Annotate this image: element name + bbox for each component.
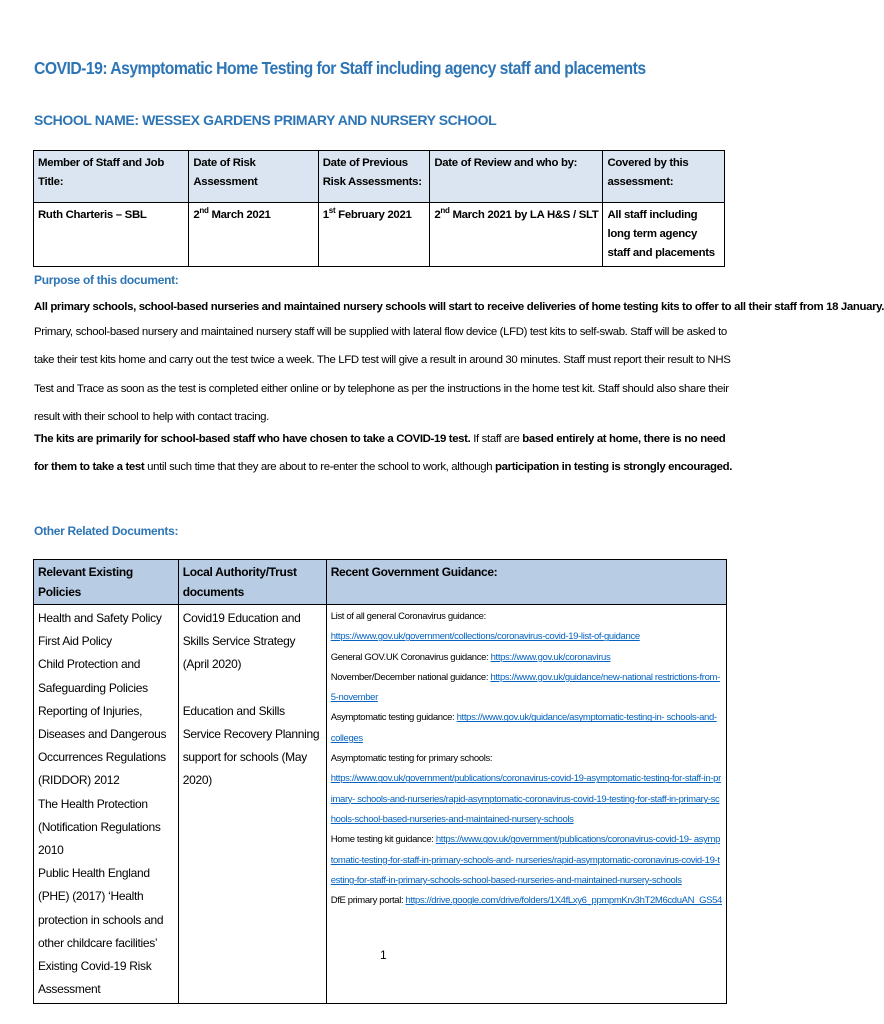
assessment-header-row: [34, 151, 725, 203]
guidance-item: DfE primary portal: https://drive.google.com/drive/folders/1X4fLxy6_ppmpmKrv3hT2M6cduAN_GS54: [330, 895, 722, 907]
cell-member: Ruth Charteris – SBL: [34, 203, 189, 267]
cell-date-previous: 1st February 2021: [318, 203, 430, 267]
guidance-link[interactable]: https://drive.google.com/drive/folders/1X4fLxy6_ppmpmKrv3hT2M6cduAN_GS54: [405, 895, 722, 907]
header-date-review: Date of Review and who by:: [430, 151, 603, 203]
policy-item: Reporting of Injuries, Diseases and Dangerous Occurrences Regulations (RIDDOR) 2012: [38, 703, 167, 788]
page-number: 1: [380, 948, 387, 962]
purpose-heading: Purpose of this document:: [34, 273, 179, 287]
header-member: Member of Staff and Job Title:: [34, 151, 189, 203]
policy-item: Child Protection and Safeguarding Policies: [38, 657, 148, 695]
cell-date-review: 2nd March 2021 by LA H&S / SLT: [430, 203, 603, 267]
assessment-row: [34, 203, 725, 267]
header-policies: Relevant Existing Policies: [34, 560, 179, 605]
guidance-item: Asymptomatic testing guidance: https://www.gov.uk/guidance/asymptomatic-testing-in- schools-and-colleges: [330, 712, 717, 744]
guidance-item: Asymptomatic testing for primary schools: https://www.gov.uk/government/publications/coronavirus-covid-19-asymptomatic-testing-for-staff-in-primary- schools-and-nurseries/rapid-asymptomatic-coronavirus-covid-19-testing-for-staff-in-primary-schools-school-based-nurseries-and-maintained-nursery-schools: [331, 749, 722, 830]
la-docs-cell: [178, 605, 326, 1004]
purpose-bold-line: All primary schools, school-based nurseries and maintained nursery schools will start to receive deliveries of home testing kits to offer to all their staff from 18 January.: [34, 301, 884, 313]
purpose-paragraph: Primary, school-based nursery and maintained nursery staff will be supplied with lateral flow device (LFD) test kits to self-swab. Staff will be asked to take their test kits home and carry out the test twice a week. The LFD test will give a result in around 30 minutes. Staff must report their result to NHS Test and Trace as soon as the test is completed either online or by telephone as per the instructions in the home test kit. Staff should also share their result with their school to help with contact tracing.: [34, 326, 731, 423]
related-header-row: [34, 560, 727, 605]
policy-item: Existing Covid-19 Risk Assessment: [38, 959, 152, 997]
guidance-link[interactable]: https://www.gov.uk/coronavirus: [490, 651, 611, 663]
guidance-item: Home testing kit guidance: https://www.gov.uk/government/publications/coronavirus-covid-19- asymptomatic-testing-for-staff-in-primary-schools-and- nurseries/rapid-asymptomatic-coronavirus-covid-19-testing-for-staff-in-primary-schools-school-based-nurseries-and-maintained-nursery-schools: [330, 834, 721, 886]
guidance-link[interactable]: https://www.gov.uk/guidance/asymptomatic-testing-in- schools-and-colleges: [330, 712, 717, 744]
cell-date-risk: 2nd March 2021: [189, 203, 318, 267]
guidance-item: General GOV.UK Coronavirus guidance: https://www.gov.uk/coronavirus: [330, 651, 611, 663]
header-date-previous: Date of Previous Risk Assessments:: [318, 151, 430, 203]
guidance-link[interactable]: https://www.gov.uk/government/publications/coronavirus-covid-19- asymptomatic-testing-for-staff-in-primary-schools-and- nurseries/rapid-asymptomatic-coronavirus-covid-19-testing-for-staff-in-primary-schools-school-based-nurseries-and-maintained-nursery-schools: [330, 834, 721, 886]
policy-item: Health and Safety Policy: [38, 611, 162, 625]
testing-paragraph: The kits are primarily for school-based staff who have chosen to take a COVID-19 test. If staff are based entirely at home, there is no need for them to take a test until such time that they are about to re-enter the school to work, although participation in testing is strongly encouraged.: [34, 433, 733, 474]
related-body-row: [34, 605, 727, 1004]
related-documents-table: [33, 559, 727, 1004]
guidance-link[interactable]: https://www.gov.uk/government/publications/coronavirus-covid-19-asymptomatic-testing-for-staff-in-primary- schools-and-nurseries/rapid-asymptomatic-coronavirus-covid-19-testing-for-staff-in-primary-schools-school-based-nurseries-and-maintained-nursery-schools: [330, 773, 721, 825]
document-title: COVID-19: Asymptomatic Home Testing for Staff including agency staff and placements: [34, 58, 646, 78]
policies-cell: [34, 605, 179, 1004]
guidance-item: November/December national guidance: https://www.gov.uk/guidance/new-national restrictions-from-5-november: [330, 671, 720, 704]
header-guidance: Recent Government Guidance:: [326, 560, 726, 605]
guidance-link[interactable]: https://www.gov.uk/government/collections/coronavirus-covid-19-list-of-guidance: [330, 631, 640, 643]
school-name: SCHOOL NAME: WESSEX GARDENS PRIMARY AND NURSERY SCHOOL: [34, 112, 497, 128]
header-la-docs: Local Authority/Trust documents: [178, 560, 326, 605]
cell-covered: All staff including long term agency staff and placements: [603, 203, 725, 267]
guidance-cell: [326, 605, 726, 1004]
related-documents-heading: Other Related Documents:: [34, 524, 179, 538]
la-doc-item: Education and Skills Service Recovery Planning support for schools (May 2020): [182, 703, 320, 788]
guidance-link[interactable]: https://www.gov.uk/guidance/new-national restrictions-from-5-november: [330, 671, 720, 704]
assessment-table: [33, 150, 725, 267]
guidance-item: List of all general Coronavirus guidance: https://www.gov.uk/government/collections/coronavirus-covid-19-list-of-guidance: [331, 607, 722, 648]
policy-item: First Aid Policy: [38, 634, 112, 649]
policy-item: The Health Protection (Notification Regulations 2010: [38, 796, 161, 858]
header-covered: Covered by this assessment:: [603, 151, 725, 203]
header-date-risk: Date of Risk Assessment: [189, 151, 318, 203]
policy-item: Public Health England (PHE) (2017) ‘Health protection in schools and other childcare facilities’: [38, 866, 164, 950]
la-doc-item: Covid19 Education and Skills Service Strategy (April 2020): [182, 611, 301, 672]
